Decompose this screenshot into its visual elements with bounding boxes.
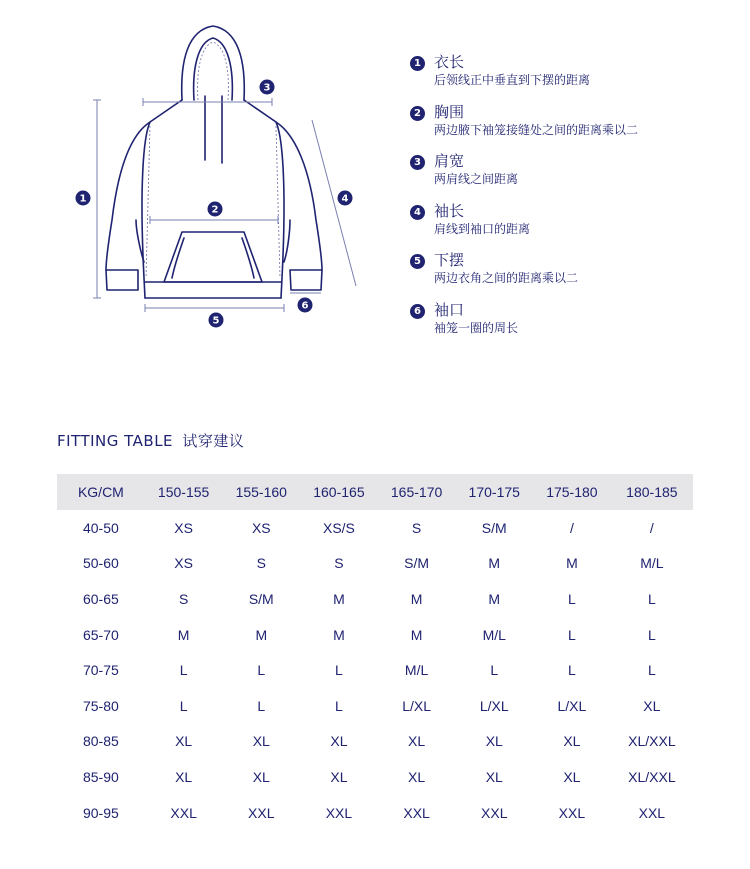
- legend-description: 肩线到袖口的距离: [434, 221, 531, 236]
- svg-text:1: 1: [79, 193, 87, 205]
- table-row: [57, 581, 693, 617]
- size-cell: XS: [251, 519, 271, 536]
- legend-title: 肩宽: [434, 152, 465, 170]
- size-cell: M: [333, 626, 345, 643]
- size-cell: XL: [330, 768, 348, 785]
- size-cell: XXL: [481, 804, 508, 821]
- size-cell: XL/XXL: [628, 768, 676, 785]
- table-row: [57, 546, 693, 582]
- table-row: [57, 795, 693, 831]
- svg-text:2: 2: [211, 204, 219, 216]
- size-cell: XXL: [248, 804, 275, 821]
- table-row: [57, 688, 693, 724]
- legend-number: 1: [410, 56, 425, 71]
- marker-5: [209, 313, 224, 328]
- legend-description: 后领线正中垂直到下摆的距离: [434, 73, 591, 87]
- header-height-range: 175-180: [533, 474, 611, 510]
- legend-item-sleeve: [410, 201, 730, 251]
- table-row: [57, 510, 693, 546]
- table-row: [57, 759, 693, 795]
- hem: [145, 282, 281, 298]
- legend-number: 2: [410, 106, 425, 121]
- size-cell: S: [334, 555, 344, 572]
- legend-number: 5: [410, 254, 425, 269]
- size-cell: S/M: [404, 555, 430, 572]
- size-cell: L: [568, 590, 576, 607]
- size-cell: XXL: [325, 804, 353, 821]
- table-row: [57, 652, 693, 688]
- legend-description: 袖笼一圈的周长: [434, 320, 519, 335]
- size-cell: /: [569, 519, 574, 536]
- hood-inner: [194, 38, 233, 100]
- size-cell: L: [179, 697, 188, 714]
- size-cell: S/M: [248, 590, 274, 607]
- legend-number: 3: [410, 155, 425, 170]
- hoodie-measurement-diagram: [0, 0, 380, 360]
- size-cell: M: [255, 626, 268, 643]
- size-cell: L: [335, 662, 343, 679]
- legend-description: 两边腋下袖笼接缝处之间的距离乘以二: [434, 122, 639, 137]
- svg-text:3: 3: [263, 82, 271, 94]
- size-cell: XL: [563, 733, 581, 750]
- size-cell: M: [410, 590, 423, 607]
- size-cell: XL: [643, 697, 661, 714]
- size-cell: XL: [252, 768, 270, 785]
- size-cell: M: [488, 590, 501, 607]
- size-cell: XL: [252, 733, 270, 750]
- weight-cell: 60-65: [82, 590, 119, 607]
- size-cell: XL: [485, 768, 503, 785]
- svg-text:4: 4: [341, 193, 349, 205]
- size-cell: L: [257, 697, 266, 714]
- header-height-range: 165-170: [378, 474, 456, 510]
- weight-cell: 50-60: [82, 555, 119, 572]
- size-cell: L: [647, 590, 656, 607]
- header-weight-height: KG/CM: [57, 474, 145, 510]
- legend-number: 4: [410, 205, 425, 220]
- size-cell: L: [257, 662, 266, 679]
- header-height-range: 170-175: [455, 474, 533, 510]
- size-cell: M/L: [404, 662, 429, 679]
- fitting-table-title-en: FITTING TABLE: [57, 432, 174, 450]
- legend-title: 袖口: [434, 300, 465, 319]
- weight-cell: 90-95: [82, 804, 119, 821]
- size-cell: L: [179, 662, 188, 679]
- size-cell: XXL: [403, 804, 430, 821]
- size-cell: XL: [485, 733, 503, 750]
- legend-description: 两边衣角之间的距离乘以二: [434, 271, 579, 285]
- size-cell: XL: [175, 733, 193, 750]
- size-cell: M/L: [640, 555, 664, 572]
- legend-item-chest: [410, 102, 730, 152]
- svg-text:5: 5: [212, 315, 220, 327]
- size-cell: L: [647, 662, 656, 679]
- size-cell: M: [566, 555, 578, 572]
- size-cell: XXL: [558, 804, 586, 821]
- marker-1: [76, 191, 91, 206]
- size-cell: M: [333, 590, 345, 607]
- header-height-range: 180-185: [611, 474, 693, 510]
- fitting-table: [57, 474, 693, 830]
- legend-item-cuff: [410, 300, 730, 350]
- marker-4: [338, 191, 353, 206]
- size-cell: M: [410, 626, 423, 643]
- size-cell: S: [178, 590, 189, 607]
- legend-title: 胸围: [434, 102, 465, 121]
- legend-description: 两肩线之间距离: [434, 172, 519, 186]
- fitting-table-title-cn: 试穿建议: [182, 432, 245, 450]
- svg-text:6: 6: [301, 300, 309, 312]
- fitting-table-title: [57, 430, 244, 451]
- size-cell: XS: [174, 555, 193, 572]
- marker-2: [208, 202, 223, 217]
- legend-title: 衣长: [434, 53, 465, 71]
- legend-item-length: [410, 52, 730, 102]
- weight-cell: 65-70: [82, 626, 119, 643]
- size-cell: XS/S: [322, 519, 355, 536]
- weight-cell: 70-75: [82, 662, 119, 679]
- size-cell: XL: [408, 768, 426, 785]
- size-cell: L/XL: [557, 697, 587, 714]
- size-cell: /: [649, 519, 654, 536]
- weight-cell: 85-90: [82, 768, 119, 785]
- legend-title: 袖长: [434, 201, 465, 220]
- size-cell: L: [568, 626, 576, 643]
- size-cell: S/M: [481, 519, 507, 536]
- size-cell: XL: [330, 733, 348, 750]
- size-cell: M: [488, 555, 501, 572]
- header-height-range: 160-165: [300, 474, 378, 510]
- size-cell: M/L: [482, 626, 506, 643]
- size-cell: L: [335, 697, 343, 714]
- table-row: [57, 617, 693, 653]
- kangaroo-pocket: [164, 232, 262, 282]
- size-cell: L: [568, 662, 576, 679]
- size-cell: XXL: [638, 804, 666, 821]
- size-cell: L: [647, 626, 656, 643]
- size-cell: XL: [563, 768, 581, 785]
- marker-3: [260, 80, 275, 95]
- size-cell: XXL: [170, 804, 197, 821]
- marker-6: [298, 298, 313, 313]
- hood-outline: [182, 26, 245, 100]
- weight-cell: 40-50: [82, 519, 119, 536]
- size-cell: S: [256, 555, 266, 572]
- size-cell: XL/XXL: [628, 733, 676, 750]
- size-cell: S: [411, 519, 422, 536]
- size-cell: L: [490, 662, 499, 679]
- legend-item-hem: [410, 250, 730, 300]
- header-height-range: 150-155: [145, 474, 223, 510]
- legend-item-shoulder: [410, 151, 730, 201]
- size-cell: XL: [175, 768, 193, 785]
- weight-cell: 75-80: [82, 697, 119, 714]
- size-cell: L/XL: [402, 697, 431, 714]
- size-cell: XL: [408, 733, 426, 750]
- legend-title: 下摆: [434, 251, 465, 269]
- weight-cell: 80-85: [82, 733, 119, 750]
- measurement-legend: [410, 52, 730, 349]
- size-cell: XS: [174, 519, 193, 536]
- legend-number: 6: [410, 304, 425, 319]
- size-cell: M: [177, 626, 190, 643]
- size-cell: L/XL: [479, 697, 509, 714]
- header-height-range: 155-160: [222, 474, 300, 510]
- table-header-row: [57, 474, 693, 510]
- table-row: [57, 724, 693, 760]
